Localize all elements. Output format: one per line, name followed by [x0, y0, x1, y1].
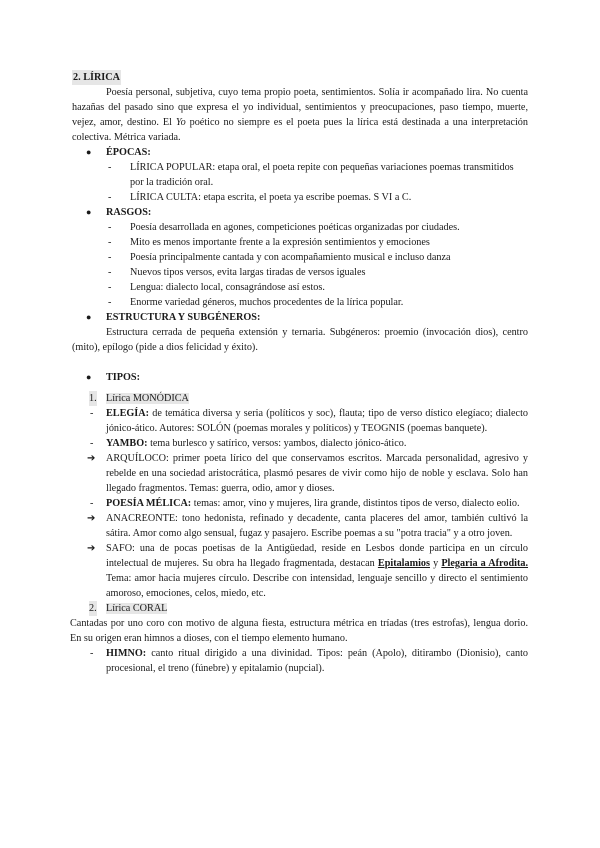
list-item: - Enorme variedad géneros, muchos procedentes de la lírica popular. — [108, 297, 404, 308]
bullet-icon: ● — [86, 372, 92, 382]
bullet-icon: ● — [86, 207, 92, 217]
bullet-icon: ● — [86, 312, 92, 322]
monodica-heading: 1. Lírica MONÓDICA — [89, 393, 189, 404]
list-item: - Poesía desarrollada en agones, competiciones poéticas organizadas por ciudades. — [108, 222, 460, 233]
estructura-paragraph: Estructura cerrada de pequeña extensión y ternaria. Subgéneros: proemio (invocación dios), centro (mito), epílogo (pide a dios felicidad y éxito). — [72, 327, 528, 353]
estructura-heading: ● ESTRUCTURA Y SUBGÉNEROS: — [86, 312, 261, 323]
section-title: 2. LÍRICA — [73, 72, 120, 83]
list-item: - Mito es menos importante frente a la expresión sentimientos y emociones — [108, 237, 430, 248]
tipos-heading: ● TIPOS: — [86, 372, 140, 383]
rasgos-heading: ● RASGOS: — [86, 207, 152, 218]
arrow-icon: ➔ — [87, 453, 96, 464]
arrow-icon: ➔ — [87, 543, 96, 554]
coral-heading: 2. Lírica CORAL — [89, 603, 168, 614]
bullet-icon: ● — [86, 147, 92, 157]
list-item: - Nuevos tipos versos, evita largas tiradas de versos iguales — [108, 267, 366, 278]
coral-paragraph: Cantadas por uno coro con motivo de alguna fiesta, estructura métrica en tríadas (tres estrofas), lengua dorio. En su origen eran himnos a dioses, con el tiempo elemento humano. — [70, 618, 528, 644]
list-item: - Lengua: dialecto local, consagrándose así estos. — [108, 282, 325, 293]
list-item: - Poesía principalmente cantada y con acompañamiento musical e incluso danza — [108, 252, 451, 263]
elegia-item: - ELEGÍA: de temática diversa y seria (políticos y soc), flauta; tipo de verso dístico elegíaco; dialecto jónico-ático. Autores: SOLÓN (poemas morales y políticos) y TEOGNIS (poemas banquete). — [90, 408, 528, 434]
list-item: - LÍRICA POPULAR: etapa oral, el poeta repite con pequeñas variaciones poemas transmitidos por la tradición oral. — [108, 162, 514, 188]
list-item: - LÍRICA CULTA: etapa escrita, el poeta ya escribe poemas. S VI a C. — [108, 192, 412, 203]
anacreonte-item: ➔ ANACREONTE: tono hedonista, refinado y decadente, canta placeres del amor, también cultivó la sátira. Amor como algo sensual, fugaz y pasajero. Escribe poemas a su "potra tracia" y a otro joven. — [87, 513, 528, 539]
arrow-icon: ➔ — [87, 513, 96, 524]
himno-item: - HIMNO: canto ritual dirigido a una divinidad. Tipos: peán (Apolo), ditirambo (Dionisio), canto procesional, el treno (fúnebre) y epitalamio (nupcial). — [90, 648, 528, 674]
melica-item: - POESÍA MÉLICA: temas: amor, vino y mujeres, lira grande, distintos tipos de verso, dialecto eolio. — [90, 498, 520, 509]
epocas-heading: ● ÉPOCAS: — [86, 147, 151, 158]
intro-paragraph: Poesía personal, subjetiva, cuyo tema propio poeta, sentimientos. Solía ir acompañado lira. No cuenta hazañas del pasado sino que expresa el yo individual, sentimientos y preocupaciones, paso tiempo, muerte, vejez, amor, destino. El Yo poético no siempre es el poeta pues la lírica está destinada a una interpretación colectiva. Métrica variada. — [72, 87, 528, 143]
yambo-item: - YAMBO: tema burlesco y satírico, versos: yambos, dialecto jónico-ático. — [90, 438, 407, 449]
safo-item: ➔ SAFO: una de pocas poetisas de la Antigüedad, reside en Lesbos donde participa en un círculo intelectual de mujeres. Su obra ha llegado fragmentada, destacan Epitalamios y Plegaria a Afrodita. Tema: amor hacia mujeres círculo. Describe con intensidad, lenguaje sencillo y directo el sentimiento amoroso, emociones, celos, miedo, etc. — [87, 543, 529, 599]
arquiloco-item: ➔ ARQUÍLOCO: primer poeta lírico del que conservamos escritos. Marcada personalidad, agresivo y rebelde en una sociedad aristocrática, plasmó pesares de vivir como hijo de noble y esclava. Solo han llegado fragmentos. Temas: guerra, odio, amor y dioses. — [87, 453, 528, 494]
